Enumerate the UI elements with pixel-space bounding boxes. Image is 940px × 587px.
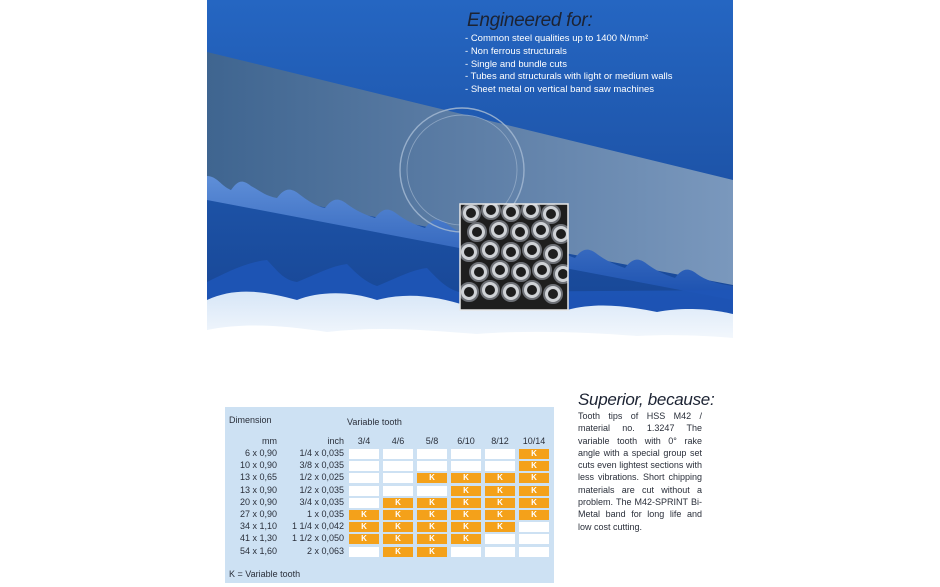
engineered-title: Engineered for: [467,10,593,31]
variable-tooth-cell: K [451,534,481,544]
dimension-table [225,407,554,583]
variable-tooth-cell: K [485,522,515,532]
row-mm: 54 x 1,60 [239,545,277,556]
empty-cell [383,461,413,471]
header-mm: mm [262,436,277,446]
list-item: - Common steel qualities up to 1400 N/mm² [465,33,673,46]
variable-tooth-cell: K [383,498,413,508]
empty-cell [349,449,379,459]
variable-tooth-cell: K [519,461,549,471]
variable-tooth-cell: K [383,522,413,532]
row-inch: 1 x 0,035 [306,509,344,519]
variable-tooth-cell: K [519,498,549,508]
variable-tooth-cell: K [349,510,379,520]
list-item: - Sheet metal on vertical band saw machines [465,84,673,97]
row-mm: 34 x 1,10 [239,521,277,532]
empty-cell [451,547,481,557]
header-dimension: Dimension [229,415,272,425]
empty-cell [383,473,413,483]
variable-tooth-cell: K [519,473,549,483]
empty-cell [349,486,379,496]
empty-cell [451,449,481,459]
variable-tooth-cell: K [485,498,515,508]
empty-cell [349,547,379,557]
row-inch: 1/2 x 0,035 [299,484,344,495]
empty-cell [349,473,379,483]
variable-tooth-cell: K [417,473,447,483]
variable-tooth-cell: K [417,510,447,520]
row-mm: 10 x 0,90 [239,460,277,471]
empty-cell [383,486,413,496]
column-label: 6/10 [457,436,475,446]
variable-tooth-cell: K [451,522,481,532]
row-inch: 3/8 x 0,035 [299,460,344,471]
variable-tooth-cell: K [383,534,413,544]
variable-tooth-cell: K [519,510,549,520]
brochure-page [207,0,733,587]
variable-tooth-cell: K [417,547,447,557]
variable-tooth-cell: K [417,498,447,508]
table-legend: K = Variable tooth [229,569,301,579]
variable-tooth-cell: K [519,486,549,496]
engineered-list [465,33,673,97]
row-inch: 1 1/4 x 0,042 [291,521,344,532]
row-mm: 27 x 0,90 [239,509,277,519]
empty-cell [417,461,447,471]
variable-tooth-cell: K [485,486,515,496]
empty-cell [349,498,379,508]
row-inch: 3/4 x 0,035 [299,496,344,507]
empty-cell [519,522,549,532]
empty-cell [519,547,549,557]
empty-cell [451,461,481,471]
variable-tooth-cell: K [451,473,481,483]
list-item: - Single and bundle cuts [465,59,673,72]
variable-tooth-cell: K [349,522,379,532]
empty-cell [485,547,515,557]
empty-cell [519,534,549,544]
row-mm: 41 x 1,30 [239,533,277,544]
header-inch: inch [327,436,344,446]
row-inch: 1/2 x 0,025 [299,472,344,483]
column-label: 10/14 [522,436,546,446]
list-item: - Tubes and structurals with light or medium walls [465,71,673,84]
empty-cell [417,449,447,459]
empty-cell [383,449,413,459]
empty-cell [417,486,447,496]
variable-tooth-cell: K [485,510,515,520]
variable-tooth-cell: K [349,534,379,544]
variable-tooth-cell: K [383,510,413,520]
empty-cell [485,534,515,544]
row-mm: 20 x 0,90 [239,496,277,507]
empty-cell [485,461,515,471]
header-variable-tooth: Variable tooth [347,417,402,427]
row-inch: 2 x 0,063 [306,545,344,556]
variable-tooth-cell: K [451,510,481,520]
superior-text: Tooth tips of HSS M42 / material no. 1.3247 The variable tooth with 0° rake angle with a special group set cuts even lightest sections with less vibrations. Short chipping materials are cut without a problem. The M42-SPRINT Bi-Metal band for long life and low cost cutting. [578,411,702,532]
empty-cell [485,449,515,459]
variable-tooth-cell: K [451,486,481,496]
variable-tooth-cell: K [451,498,481,508]
column-label: 5/8 [425,436,439,446]
empty-cell [349,461,379,471]
row-mm: 6 x 0,90 [244,448,277,458]
list-item: - Non ferrous structurals [465,46,673,59]
column-label: 4/6 [391,436,405,446]
row-mm: 13 x 0,65 [239,472,277,483]
variable-tooth-cell: K [383,547,413,557]
column-label: 3/4 [357,436,371,446]
row-mm: 13 x 0,90 [239,484,277,495]
variable-tooth-cell: K [417,522,447,532]
variable-tooth-cell: K [485,473,515,483]
row-inch: 1 1/2 x 0,050 [291,533,344,544]
tube-bundle-image [460,201,572,310]
variable-tooth-cell: K [417,534,447,544]
row-inch: 1/4 x 0,035 [299,448,344,458]
variable-tooth-cell: K [519,449,549,459]
column-label: 8/12 [491,436,509,446]
superior-title: Superior, because: [578,390,715,409]
